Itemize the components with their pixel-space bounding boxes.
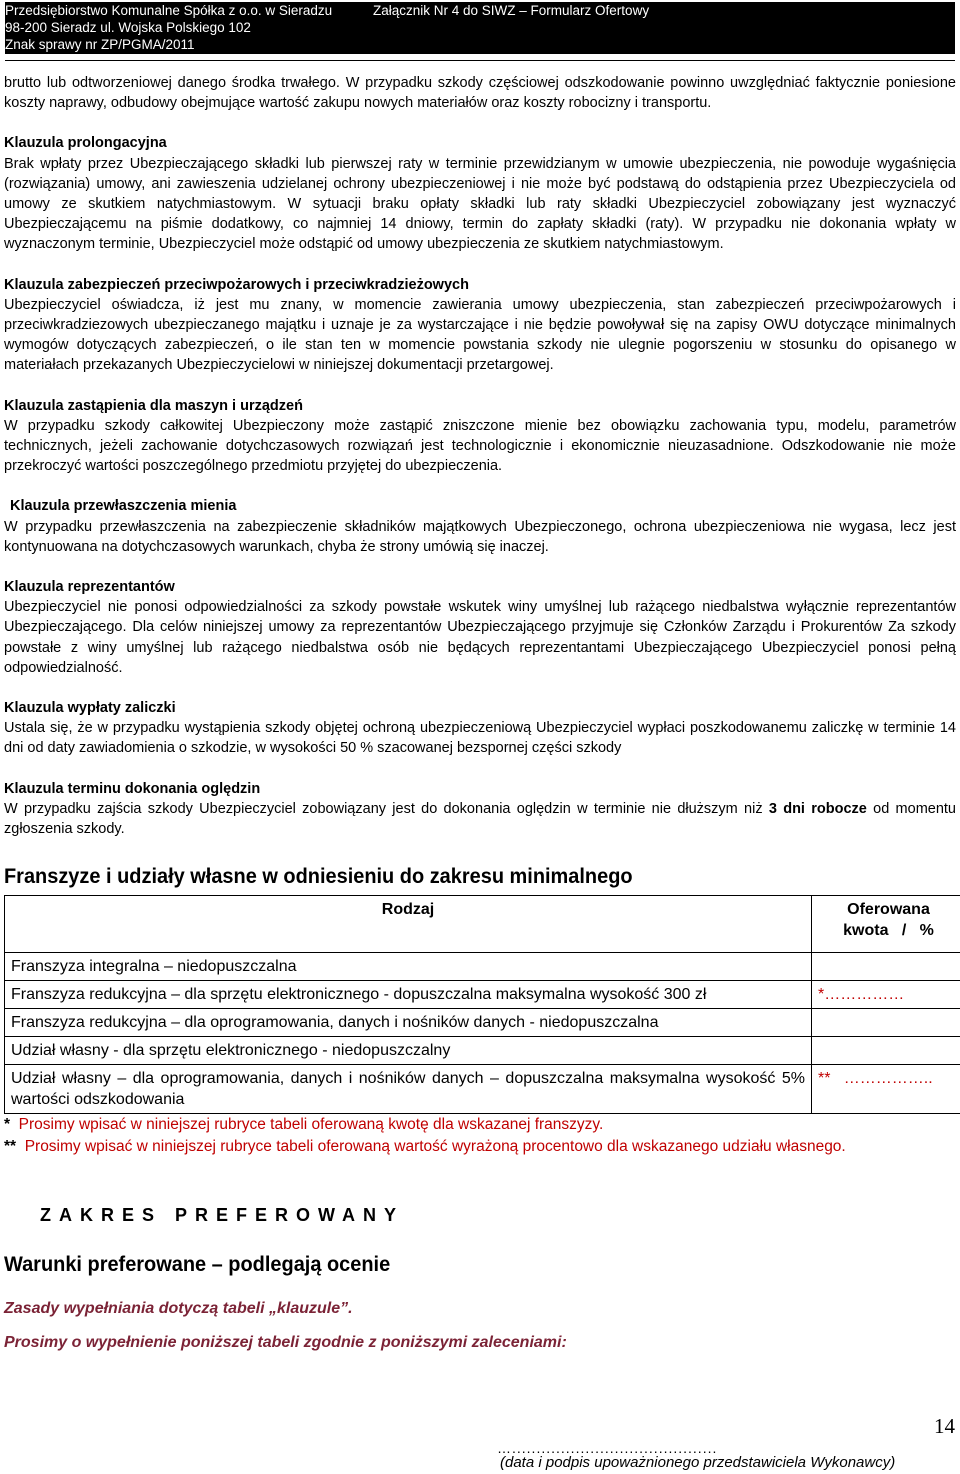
clause-title: Klauzula przewłaszczenia mienia: [10, 498, 237, 515]
clause-text: Ubezpieczyciel oświadcza, iż jest mu znany, w momencie zawierania umowy ubezpieczenia, stan zabezpieczeń przeciwpożarowych i przeciwkradziezowych ubezpieczanego majątku i uznaje je za wystarczające i nie będzie powoływał się na zapisy OWU dotyczące minimalnych wymogów dotyczących zabezpieczeń, o ile stan ten w momencie powstania szkody nie ulegnie pogorszeniu w stosunku do opisanego w materiałach przekazanych Ubezpieczycielowi w niniejszej dokumentacji przetargowej.: [4, 296, 956, 374]
preferred-conditions-heading: Warunki preferowane – podlegają ocenie: [4, 1253, 391, 1276]
clause-prolongation: [4, 133, 956, 254]
footnote-mark: **: [4, 1138, 17, 1155]
footnote-amount: [4, 1115, 603, 1135]
clause-text-after: od momentu zgłoszenia szkody.: [4, 800, 956, 838]
intro-paragraph: brutto lub odtworzeniowej danego środka trwałego. W przypadku szkody częściowej odszkodowanie powinno uwzględniać faktycznie poniesione koszty naprawy, odbudowy obejmujące wartość zakupu nowych materiałów oraz koszty robocizny i transportu.: [4, 75, 956, 112]
franchise-table: [4, 895, 960, 1114]
signature-line: …..........................................: [497, 1440, 718, 1456]
clause-text: W przypadku szkody całkowitej Ubezpieczony może zastąpić zniszczone mienie bez obowiązku zachowania typu, modelu, parametrów technicznych, jeżeli zachowanie dotychczasowych rozwiązań jest technologicznie i ekonomicznie nieuzasadnione. Odszkodowanie nie może przekroczyć wartości poszczególnego przedmiotu przyjętej do ubezpieczenia.: [4, 417, 956, 475]
case-number: Znak sprawy nr ZP/PGMA/2011: [5, 37, 195, 52]
filling-rules-note: Zasady wypełniania dotyczą tabeli „klauzule”.: [4, 1300, 353, 1317]
column-header-offered: [812, 896, 960, 953]
table-header-row: [5, 896, 960, 953]
row-value-cell[interactable]: [812, 1009, 960, 1037]
clause-representatives: [4, 577, 956, 678]
clause-title: Klauzula wypłaty zaliczki: [4, 700, 176, 717]
row-value-cell[interactable]: [812, 1037, 960, 1065]
document-body: [4, 73, 956, 839]
amount-percent-label: kwota / %: [843, 922, 934, 939]
clause-advance-payment: [4, 698, 956, 759]
clause-text: Ubezpieczyciel nie ponosi odpowiedzialności za szkody powstałe wskutek winy umyślnej lub rażącego niedbalstwa wyłącznie reprezentantów Ubezpieczającego. Dla celów niniejszej umowy za reprezentantów Ubezpieczającego przyjmuje się Członków Zarządu i Prokurentów Za szkody powstałe z winy umyślnej lub rażącego niedbalstwa osób nie będących reprezentantami Ubezpieczającego Ubezpieczyciel ponosi pełną odpowiedzialność.: [4, 599, 956, 676]
header-left: [5, 2, 332, 53]
table-row: [5, 1037, 960, 1065]
signature-caption: (data i podpis upoważnionego przedstawiciela Wykonawcy): [500, 1454, 896, 1471]
row-value-cell[interactable]: *……………: [812, 981, 960, 1009]
fill-table-instruction: Prosimy o wypełnienie poniższej tabeli zgodnie z poniższymi zaleceniami:: [4, 1334, 567, 1351]
franchise-heading: Franszyze i udziały własne w odniesieniu do zakresu minimalnego: [4, 865, 633, 888]
clause-text: [4, 799, 956, 839]
footnote-percent: [4, 1137, 846, 1157]
clause-title: Klauzula terminu dokonania oględzin: [4, 780, 261, 797]
clause-machine-replacement: [4, 396, 956, 477]
clause-title: Klauzula reprezentantów: [4, 579, 175, 596]
clause-text: W przypadku przewłaszczenia na zabezpieczenie składników majątkowych Ubezpieczonego, ochrona ubezpieczeniowa nie wygasa, lecz jest kontynuowana na dotychczasowych warunkach, chyba że strony umówią się inaczej.: [4, 518, 956, 555]
row-label: Franszyza redukcyjna – dla oprogramowania, danych i nośników danych - niedopuszczalna: [5, 1009, 812, 1037]
clause-title: Klauzula prolongacyjna: [4, 135, 167, 152]
preferred-scope-title: ZAKRES PREFEROWANY: [40, 1205, 405, 1225]
footnote-text: Prosimy wpisać w niniejszej rubryce tabeli oferowaną wartość wyrażoną procentowo dla wskazanego udziału własnego.: [16, 1138, 846, 1155]
table-row: [5, 1009, 960, 1037]
company-name: Przedsiębiorstwo Komunalne Spółka z o.o. w Sieradzu: [5, 3, 333, 18]
attachment-title: Załącznik Nr 4 do SIWZ – Formularz Ofertowy: [373, 3, 650, 18]
clause-text-bold: 3 dni robocze: [768, 800, 867, 817]
footnote-text: Prosimy wpisać w niniejszej rubryce tabeli oferowaną kwotę dla wskazanej franszyzy.: [10, 1116, 604, 1133]
company-address: 98-200 Sieradz ul. Wojska Polskiego 102: [5, 20, 251, 35]
clause-title: Klauzula zastąpienia dla maszyn i urządzeń: [4, 397, 303, 414]
row-value-cell[interactable]: ** ……………..: [812, 1065, 960, 1114]
clause-transfer-of-ownership: [4, 496, 956, 557]
row-label: Udział własny - dla sprzętu elektronicznego - niedopuszczalny: [5, 1037, 812, 1065]
row-label: Udział własny – dla oprogramowania, danych i nośników danych – dopuszczalna maksymalna wysokość 5% wartości odszkodowania: [5, 1065, 812, 1114]
column-header-type: Rodzaj: [5, 896, 812, 953]
row-label: Franszyza integralna – niedopuszczalna: [5, 953, 812, 981]
clause-text: Ustala się, że w przypadku wystąpienia szkody objętej ochroną ubezpieczeniową Ubezpieczyciel wypłaci poszkodowanemu zaliczkę w terminie 14 dni od daty zawiadomienia o szkodzie, w wysokości 50 % szacowanej bezspornej części szkody: [4, 720, 956, 757]
table-row: [5, 981, 960, 1009]
clause-title: Klauzula zabezpieczeń przeciwpożarowych i przeciwkradzieżowych: [4, 276, 469, 293]
clause-inspection-deadline: [4, 779, 956, 840]
footnote-mark: *: [4, 1116, 11, 1133]
table-row: [5, 1065, 960, 1114]
clause-text-before: W przypadku zajścia szkody Ubezpieczyciel zobowiązany jest do dokonania oględzin w terminie nie dłuższym niż: [4, 800, 769, 817]
row-label: Franszyza redukcyjna – dla sprzętu elektronicznego - dopuszczalna maksymalna wysokość 300 zł: [5, 981, 812, 1009]
clause-fire-theft-protection: [4, 275, 956, 376]
clause-text: Brak wpłaty przez Ubezpieczającego składki lub pierwszej raty w terminie przewidzianym w umowie ubezpieczenia, nie powoduje wygaśnięcia (rozwiązania) umowy, ani zawieszenia udzielanej ochrony ubezpieczeniowej i nie może być podstawą do odstąpienia przez Ubezpieczyciela od umowy ze skutkiem natychmiastowym. W sytuacji braku opłaty składki lub raty składki Ubezpieczyciel zobowiązany jest wyznaczyć Ubezpieczającemu na piśmie dodatkowy, co najmniej 14 dniowy, termin do zapłaty składki (raty). W przypadku nie dokonania wpłaty w wyznaczonym terminie, Ubezpieczyciel może odstąpić od umowy ubezpieczenia ze skutkiem natychmiastowym.: [4, 155, 956, 253]
page-number: 14: [934, 1414, 955, 1438]
offered-label: Oferowana: [847, 901, 930, 918]
page-header: [5, 2, 955, 54]
table-row: [5, 953, 960, 981]
row-value-cell[interactable]: [812, 953, 960, 981]
header-divider: [5, 60, 955, 61]
